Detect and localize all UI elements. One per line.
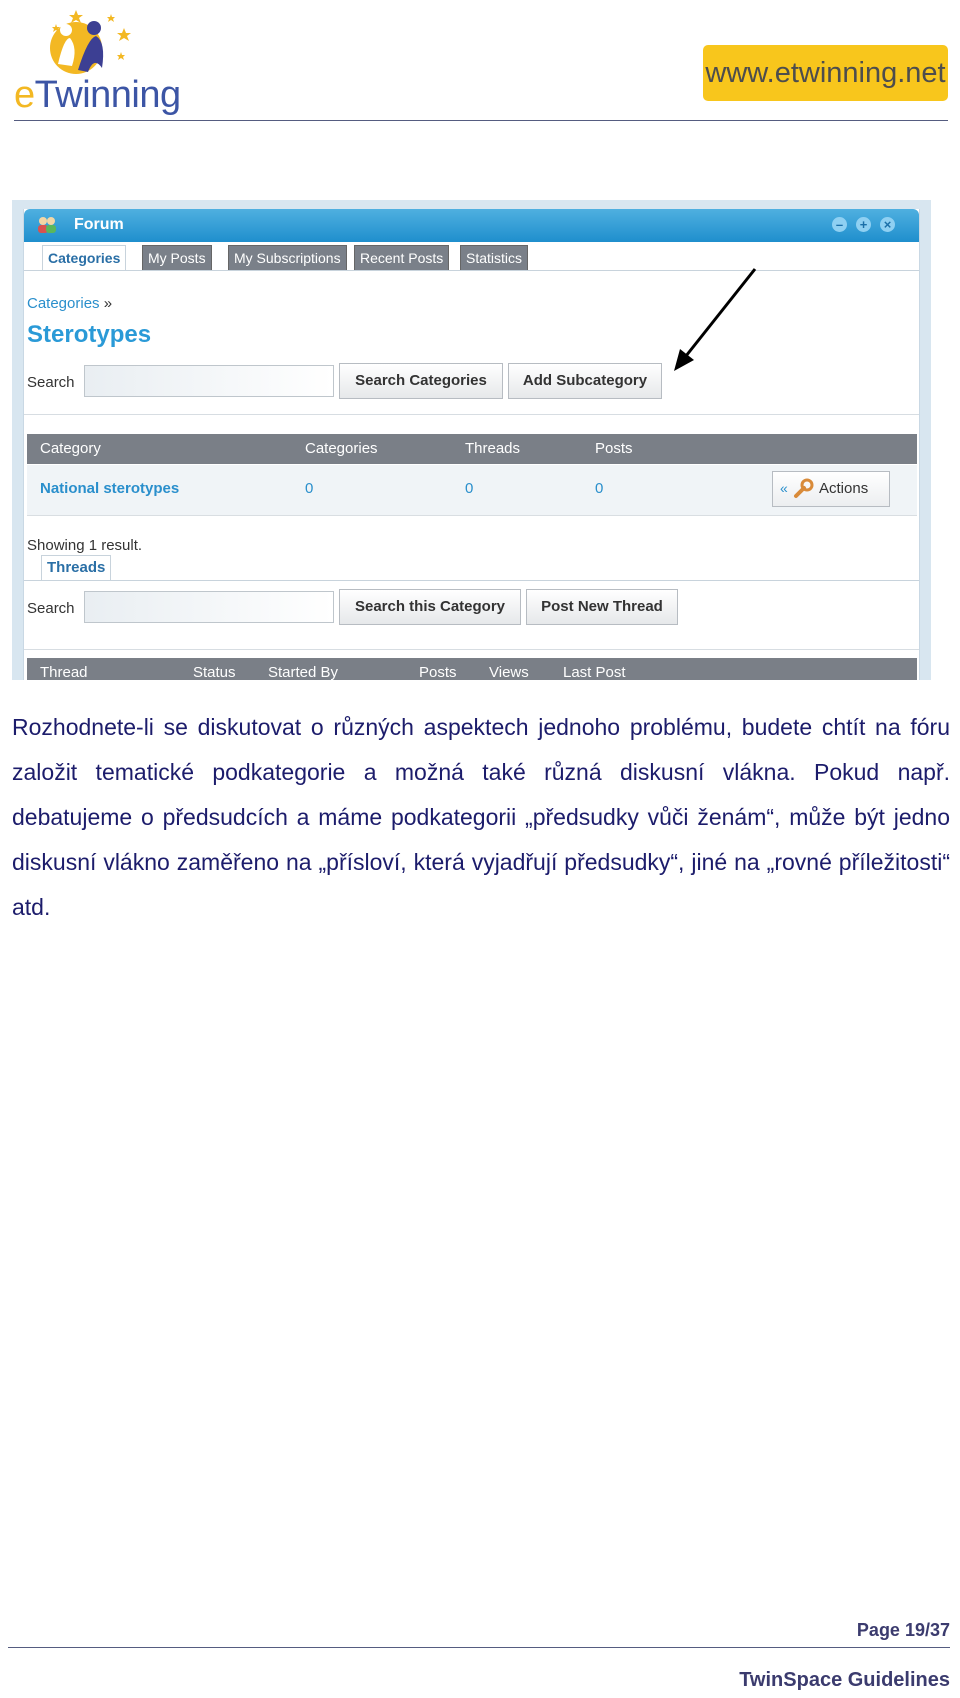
search-categories-button[interactable]: Search Categories <box>339 363 503 399</box>
cell-categories: 0 <box>305 480 314 497</box>
tab-my-subscriptions[interactable]: My Subscriptions <box>228 245 347 271</box>
forum-users-icon <box>36 215 58 235</box>
section-divider <box>24 414 919 415</box>
forum-title: Forum <box>74 216 124 233</box>
chevron-left-icon: « <box>780 480 788 496</box>
search-label: Search <box>27 374 75 391</box>
col-views: Views <box>489 664 529 680</box>
breadcrumb <box>27 295 112 312</box>
col-threads: Threads <box>465 440 521 457</box>
logo-wordmark: eTwinning <box>14 74 181 116</box>
page-title: Sterotypes <box>27 321 152 348</box>
result-count: Showing 1 result. <box>27 537 143 554</box>
forum-titlebar <box>24 209 919 242</box>
search-this-category-button[interactable]: Search this Category <box>339 589 521 625</box>
minimize-icon[interactable]: – <box>832 217 847 232</box>
category-link[interactable]: National sterotypes <box>40 480 180 497</box>
close-icon[interactable]: × <box>880 217 895 232</box>
col-status: Status <box>193 664 236 680</box>
body-paragraph: Rozhodnete-li se diskutovat o různých aspektech jednoho problému, budete chtít na fóru založit tematické podkategorie a možná také různá diskusní vlákna. Pokud např. debatujeme o předsudcích a máme podkategorii „předsudky vůči ženám“, může být jedno diskusní vlákno zaměřeno na „přísloví, která vyjadřují předsudky“, jiné na „rovné příležitosti“ atd. <box>12 714 950 920</box>
col-thread: Thread <box>40 664 88 680</box>
thread-search-input[interactable] <box>84 591 334 623</box>
footer-divider <box>8 1647 950 1648</box>
tab-statistics[interactable]: Statistics <box>460 245 528 271</box>
cell-threads: 0 <box>465 480 474 497</box>
cell-posts: 0 <box>595 480 604 497</box>
search-input[interactable] <box>84 365 334 397</box>
footer-title: TwinSpace Guidelines <box>739 1669 950 1691</box>
col-posts: Posts <box>595 440 633 457</box>
section-divider <box>24 649 919 650</box>
col-thread-posts: Posts <box>419 664 457 680</box>
actions-button[interactable] <box>772 471 890 507</box>
annotation-arrow-icon <box>670 265 760 375</box>
forum-window <box>23 209 920 680</box>
tab-threads[interactable]: Threads <box>41 555 111 580</box>
page-number: Page 19/37 <box>856 1620 950 1640</box>
col-category: Category <box>40 440 101 457</box>
category-table-header <box>27 434 917 464</box>
threads-tab-divider <box>24 580 919 581</box>
col-started-by: Started By <box>268 664 339 680</box>
breadcrumb-separator: » <box>103 295 113 312</box>
col-last-post: Last Post <box>563 664 626 680</box>
site-url-badge[interactable]: www.etwinning.net <box>703 45 948 101</box>
header-divider <box>14 120 948 121</box>
post-new-thread-button[interactable]: Post New Thread <box>526 589 678 625</box>
thread-table-header <box>27 658 917 680</box>
table-row <box>27 465 917 516</box>
actions-label: Actions <box>819 480 869 497</box>
tab-categories[interactable]: Categories <box>42 245 126 270</box>
wrench-icon <box>792 478 814 500</box>
col-categories: Categories <box>305 440 378 457</box>
etwinning-logo <box>14 8 181 116</box>
logo-figures-icon <box>36 8 196 78</box>
breadcrumb-categories-link[interactable]: Categories <box>27 295 100 312</box>
add-subcategory-button[interactable]: Add Subcategory <box>508 363 662 399</box>
tab-my-posts[interactable]: My Posts <box>142 245 212 271</box>
tab-recent-posts[interactable]: Recent Posts <box>354 245 449 271</box>
tab-divider <box>24 270 919 271</box>
maximize-icon[interactable]: + <box>856 217 871 232</box>
thread-search-label: Search <box>27 600 75 617</box>
forum-screenshot <box>12 200 931 680</box>
